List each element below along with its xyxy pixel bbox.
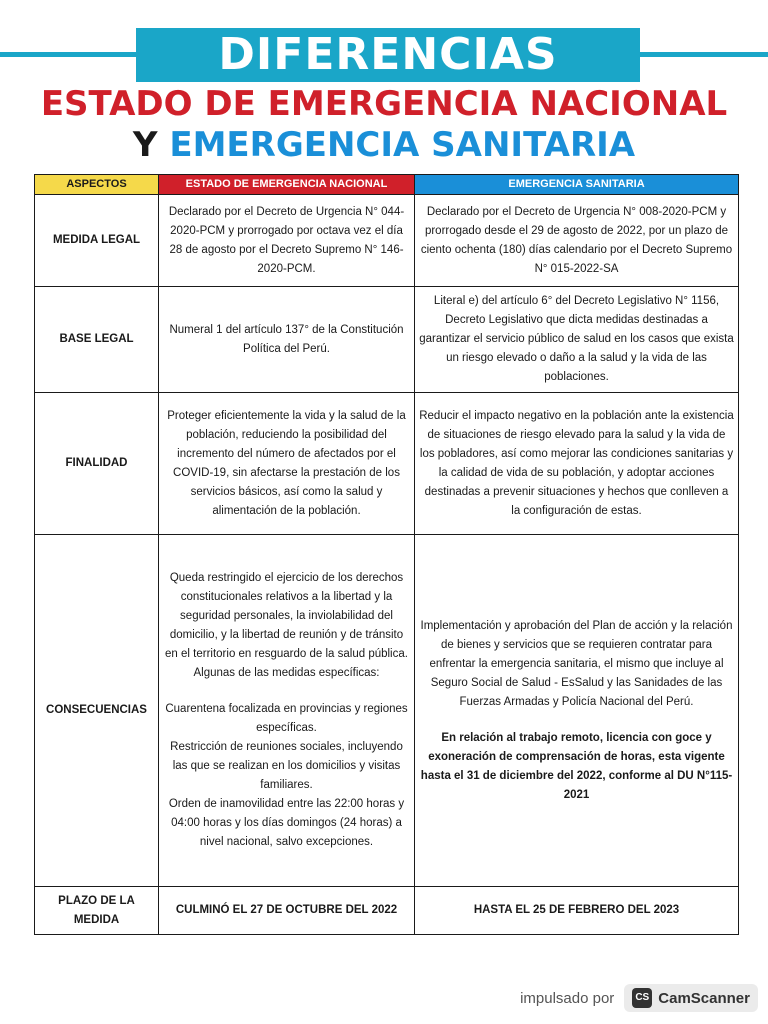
cell-sanitaria bbox=[415, 535, 739, 887]
row-aspect: FINALIDAD bbox=[35, 393, 159, 535]
table-row bbox=[35, 887, 739, 935]
camscanner-brand: CamScanner bbox=[658, 989, 750, 1007]
title-estado-emergencia: ESTADO DE EMERGENCIA NACIONAL bbox=[40, 84, 728, 124]
cell-nacional: CULMINÓ EL 27 DE OCTUBRE DEL 2022 bbox=[159, 887, 415, 935]
measure-item: Cuarentena focalizada en provincias y regiones específicas. bbox=[165, 703, 408, 734]
cell-sanitaria: HASTA EL 25 DE FEBRERO DEL 2023 bbox=[415, 887, 739, 935]
column-header-aspectos: ASPECTOS bbox=[35, 175, 159, 195]
measures-title: Algunas de las medidas específicas: bbox=[193, 667, 380, 679]
row-aspect: PLAZO DE LA MEDIDA bbox=[35, 887, 159, 935]
table-row bbox=[35, 287, 739, 393]
table-header-row bbox=[35, 175, 739, 195]
consecuencias-sanitaria-text: Implementación y aprobación del Plan de acción y la relación de bienes y servicios que se requieren contratar para enfrentar la emergencia sanitaria, el mismo que incluye al Seguro Social de Salud - EsSalud y las Sanidades de las Fuerzas Armadas y Policía Nacional del Perú. bbox=[420, 619, 733, 708]
banner-title: DIFERENCIAS bbox=[218, 29, 558, 80]
column-header-estado-nacional: ESTADO DE EMERGENCIA NACIONAL bbox=[159, 175, 415, 195]
row-aspect: MEDIDA LEGAL bbox=[35, 195, 159, 287]
camscanner-footer bbox=[500, 982, 758, 1014]
banner-line-left bbox=[0, 52, 140, 57]
table-row bbox=[35, 535, 739, 887]
table-row bbox=[35, 195, 739, 287]
table-row bbox=[35, 393, 739, 535]
row-aspect: BASE LEGAL bbox=[35, 287, 159, 393]
cell-sanitaria: Reducir el impacto negativo en la población ante la existencia de situaciones de riesgo elevado para la salud y la vida de los pobladores, así como mejorar las condiciones sanitarias y la calidad de vida de su población, y adoptar acciones destinadas a prevenir situaciones y hechos que conlleven a la configuración de estas. bbox=[415, 393, 739, 535]
measure-item: Orden de inamovilidad entre las 22:00 horas y 04:00 horas y los días domingos (24 horas) a nivel nacional, salvo excepciones. bbox=[168, 798, 405, 848]
camscanner-badge bbox=[624, 984, 758, 1012]
column-header-emergencia-sanitaria: EMERGENCIA SANITARIA bbox=[415, 175, 739, 195]
consecuencias-intro: Queda restringido el ejercicio de los derechos constitucionales relativos a la libertad y la seguridad personales, la inviolabilidad del domicilio, y la libertad de reunión y de tránsito en el territorio en resguardo de la salud pública. bbox=[165, 572, 408, 660]
cell-sanitaria: Literal e) del artículo 6° del Decreto Legislativo N° 1156, Decreto Legislativo que dicta medidas destinadas a garantizar el servicio público de salud en los casos que exista un riesgo elevado o daño a la salud y la vida de las poblaciones. bbox=[415, 287, 739, 393]
banner-line-right bbox=[640, 52, 768, 57]
title-banner bbox=[136, 28, 640, 82]
cell-nacional: Proteger eficientemente la vida y la salud de la población, reduciendo la posibilidad del incremento del número de afectados por el COVID-19, sin afectarse la prestación de los servicios básicos, así como la salud y alimentación de la población. bbox=[159, 393, 415, 535]
camscanner-logo-icon: CS bbox=[632, 988, 652, 1008]
cell-nacional bbox=[159, 535, 415, 887]
measure-item: Restricción de reuniones sociales, incluyendo las que se realizan en los domicilios y visitas familiares. bbox=[170, 741, 403, 791]
cell-nacional: Declarado por el Decreto de Urgencia N° 044-2020-PCM y prorrogado por octava vez el día 28 de agosto por el Decreto Supremo N° 146-2020-PCM. bbox=[159, 195, 415, 287]
comparison-table bbox=[34, 174, 739, 935]
title-highlight: EMERGENCIA SANITARIA bbox=[169, 125, 636, 165]
cell-nacional: Numeral 1 del artículo 137° de la Constitución Política del Perú. bbox=[159, 287, 415, 393]
title-connector: Y bbox=[132, 125, 158, 165]
row-aspect: CONSECUENCIAS bbox=[35, 535, 159, 887]
title-emergencia-sanitaria bbox=[0, 124, 768, 166]
powered-by-label: impulsado por bbox=[520, 989, 615, 1007]
trabajo-remoto-note: En relación al trabajo remoto, licencia con goce y exoneración de comprensación de horas, esta vigente hasta el 31 de diciembre del 2022, conforme al DU N°115-2021 bbox=[420, 731, 733, 801]
cell-sanitaria: Declarado por el Decreto de Urgencia N° 008-2020-PCM y prorrogado desde el 29 de agosto de 2022, por un plazo de ciento ochenta (180) días calendario por el Decreto Supremo N° 015-2022-SA bbox=[415, 195, 739, 287]
